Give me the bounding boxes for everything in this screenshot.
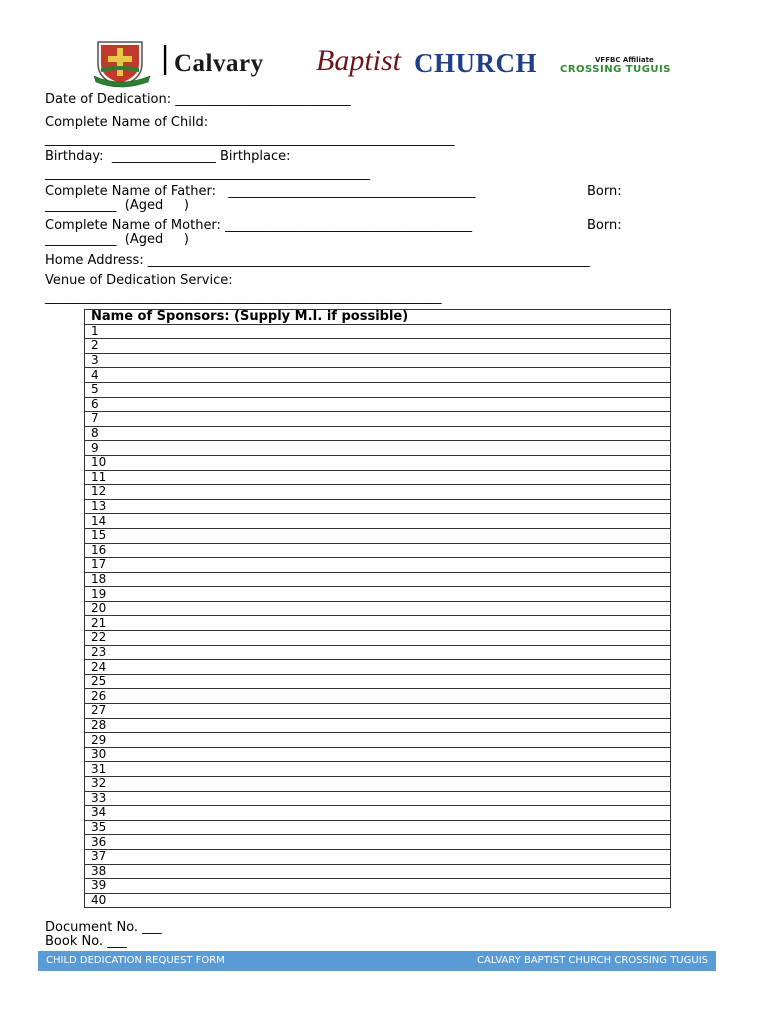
sponsor-row-number: 20 [85,601,671,616]
sponsor-row-number: 36 [85,835,671,850]
table-row [85,864,671,879]
table-row [85,426,671,441]
sponsor-row-number: 21 [85,616,671,631]
document-number: Document No. ___ [45,920,162,935]
sponsor-row-number: 4 [85,368,671,383]
mother-born-label: Born: [587,218,622,233]
sponsors-table-header: Name of Sponsors: (Supply M.I. if possible) [85,310,671,325]
child-name-line: _______________________________________________________________ [45,132,455,147]
sponsor-row-number: 1 [85,324,671,339]
sponsor-row-number: 40 [85,893,671,908]
sponsor-row-number: 16 [85,543,671,558]
table-row [85,572,671,587]
footer-bar [38,951,716,971]
sponsor-row-number: 8 [85,426,671,441]
sponsor-row-number: 29 [85,733,671,748]
sponsor-row-number: 23 [85,645,671,660]
sponsor-row-number: 30 [85,747,671,762]
table-row [85,704,671,719]
sponsor-row-number: 38 [85,864,671,879]
child-name-label: Complete Name of Child: [45,115,209,130]
table-row [85,397,671,412]
home-address-field: Home Address: ____________________________________________________________________ [45,253,590,268]
sponsor-row-number: 6 [85,397,671,412]
mother-born-line: ___________ (Aged ) [45,232,189,247]
table-row [85,441,671,456]
sponsor-row-number: 11 [85,470,671,485]
table-row [85,528,671,543]
table-row [85,339,671,354]
table-row [85,835,671,850]
father-name-field: Complete Name of Father: ______________________________________ [45,184,476,199]
venue-line: _____________________________________________________________ [45,290,442,305]
table-row [85,747,671,762]
church-name-calvary: Calvary [174,50,264,77]
sponsor-row-number: 9 [85,441,671,456]
church-name-baptist: Baptist [316,44,402,77]
sponsor-row-number: 39 [85,879,671,894]
sponsor-row-number: 31 [85,762,671,777]
mother-name-field: Complete Name of Mother: ______________________________________ [45,218,473,233]
table-row [85,631,671,646]
sponsor-row-number: 34 [85,806,671,821]
table-row [85,806,671,821]
table-row [85,893,671,908]
sponsor-row-number: 13 [85,499,671,514]
table-row [85,382,671,397]
table-row [85,601,671,616]
birthday-field: Birthday: ________________ Birthplace: [45,149,291,164]
sponsor-row-number: 25 [85,674,671,689]
father-born-label: Born: [587,184,622,199]
table-row [85,353,671,368]
church-header [90,34,690,90]
table-row [85,791,671,806]
affiliate-label: VFFBC Affiliate [595,56,654,64]
sponsor-row-number: 18 [85,572,671,587]
table-row [85,879,671,894]
table-row [85,849,671,864]
table-row [85,689,671,704]
sponsor-row-number: 19 [85,587,671,602]
church-name-church: CHURCH [414,48,537,78]
table-row [85,820,671,835]
table-row [85,543,671,558]
date-of-dedication-field: Date of Dedication: ___________________________ [45,92,351,107]
book-number: Book No. ___ [45,934,127,949]
table-row [85,470,671,485]
sponsor-row-number: 33 [85,791,671,806]
table-row [85,324,671,339]
table-row [85,660,671,675]
sponsor-row-number: 10 [85,455,671,470]
venue-label: Venue of Dedication Service: [45,273,233,288]
sponsors-table [84,309,671,908]
footer-form-title: CHILD DEDICATION REQUEST FORM [46,955,225,966]
sponsor-row-number: 26 [85,689,671,704]
table-row [85,762,671,777]
sponsor-row-number: 32 [85,777,671,792]
table-row [85,718,671,733]
table-row [85,616,671,631]
sponsor-row-number: 5 [85,382,671,397]
header-separator: | [160,41,171,76]
table-row [85,368,671,383]
sponsor-row-number: 3 [85,353,671,368]
table-row [85,587,671,602]
sponsor-row-number: 2 [85,339,671,354]
sponsors-table-header-row [85,310,671,325]
sponsor-row-number: 14 [85,514,671,529]
sponsor-row-number: 37 [85,849,671,864]
sponsor-row-number: 28 [85,718,671,733]
father-born-line: ___________ (Aged ) [45,198,189,213]
sponsor-row-number: 35 [85,820,671,835]
sponsor-row-number: 17 [85,558,671,573]
footer-church-name: CALVARY BAPTIST CHURCH CROSSING TUGUIS [477,955,708,966]
table-row [85,412,671,427]
sponsor-row-number: 24 [85,660,671,675]
sponsor-row-number: 27 [85,704,671,719]
sponsor-row-number: 15 [85,528,671,543]
birthplace-line: __________________________________________________ [45,166,370,181]
sponsor-row-number: 12 [85,485,671,500]
church-crest-icon [92,38,152,88]
table-row [85,645,671,660]
table-row [85,558,671,573]
table-row [85,499,671,514]
table-row [85,514,671,529]
sponsor-row-number: 7 [85,412,671,427]
affiliate-location: CROSSING TUGUIS [560,64,671,75]
table-row [85,733,671,748]
table-row [85,777,671,792]
table-row [85,485,671,500]
sponsor-row-number: 22 [85,631,671,646]
table-row [85,455,671,470]
table-row [85,674,671,689]
